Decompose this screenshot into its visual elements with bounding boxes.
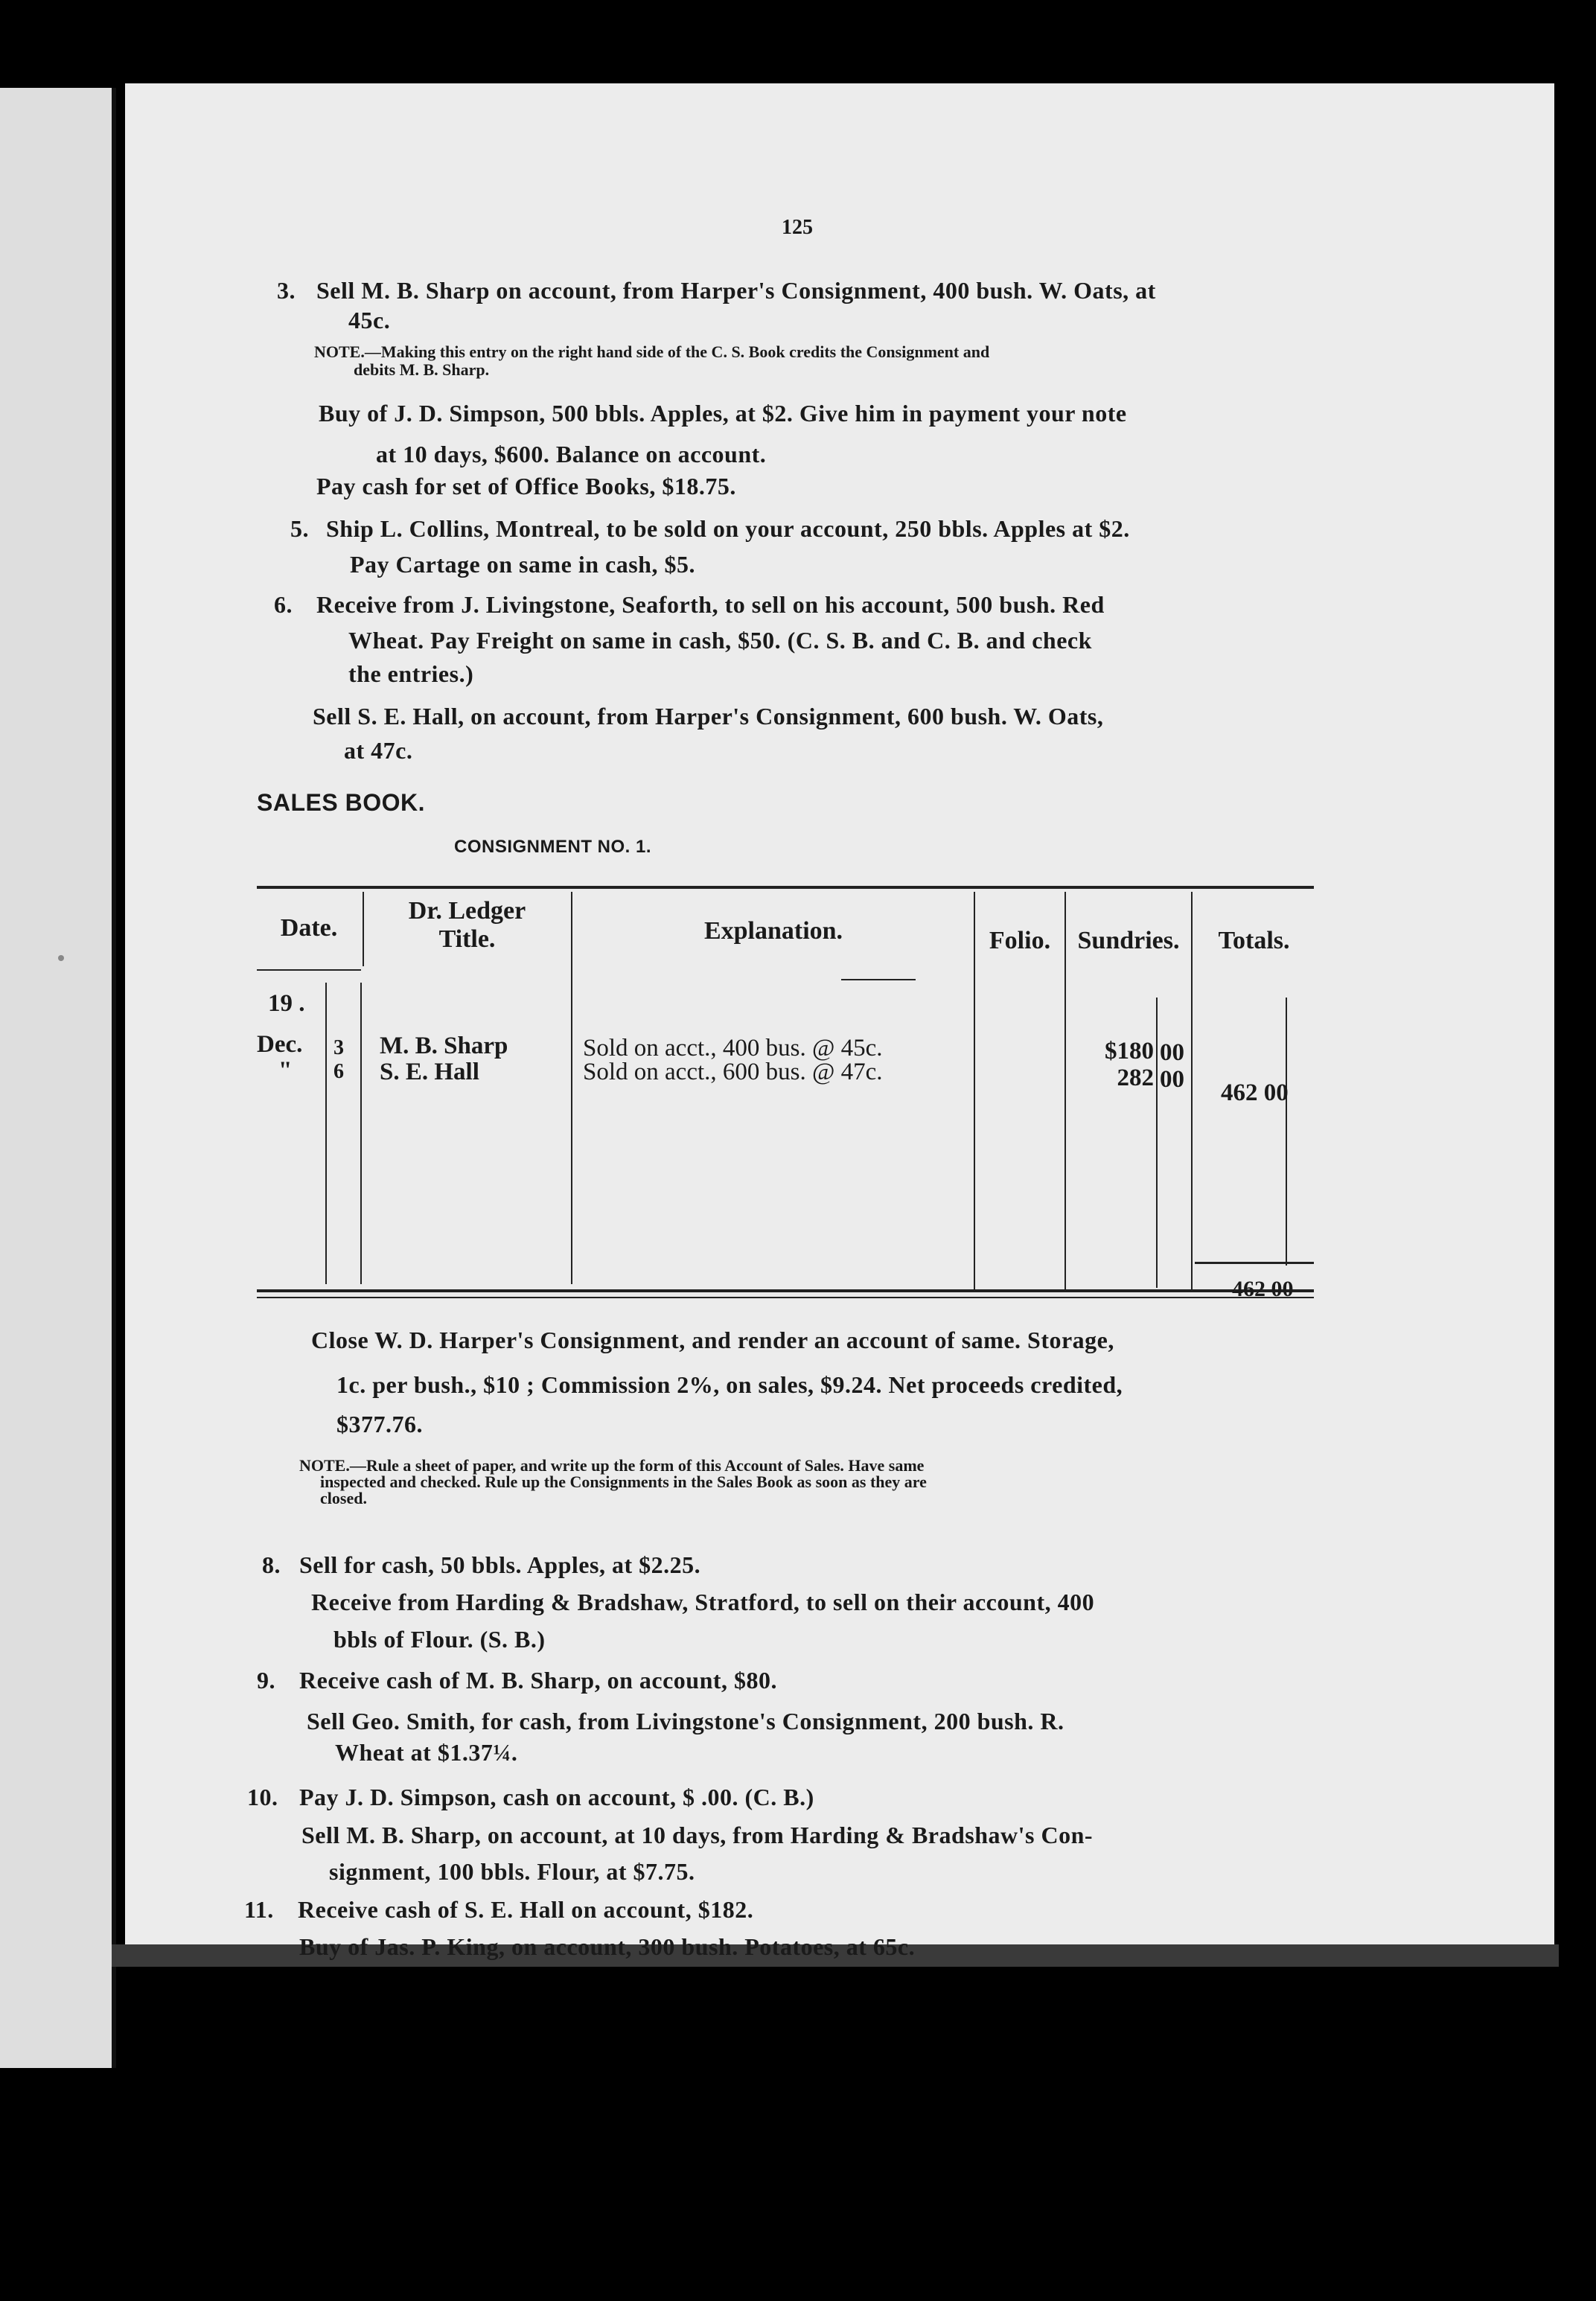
table-header-underline bbox=[841, 979, 916, 980]
note-line: NOTE.—Rule a sheet of paper, and write up the form of this Account of Sales. Have same bbox=[299, 1456, 925, 1475]
sales-book-title: SALES BOOK. bbox=[257, 789, 425, 816]
explanation-cell: Sold on acct., 400 bus. @ 45c. bbox=[583, 1035, 883, 1062]
column-divider bbox=[571, 892, 572, 1284]
sales-book-subtitle: CONSIGNMENT NO. 1. bbox=[454, 837, 652, 857]
header-folio: Folio. bbox=[989, 927, 1051, 954]
entry-number: 6. bbox=[274, 591, 293, 618]
header-ledger-1: Dr. Ledger bbox=[408, 897, 526, 925]
note-line: debits M. B. Sharp. bbox=[354, 360, 490, 379]
entry-line: Ship L. Collins, Montreal, to be sold on your account, 250 bbls. Apples at $2. bbox=[326, 515, 1130, 542]
column-divider bbox=[1286, 998, 1287, 1266]
header-date: Date. bbox=[280, 914, 338, 942]
header-ledger-2: Title. bbox=[438, 925, 496, 953]
header-sundries: Sundries. bbox=[1077, 927, 1180, 954]
sundries-cents-cell: 00 bbox=[1160, 1039, 1184, 1066]
entry-line: Sell S. E. Hall, on account, from Harper's Consignment, 600 bush. W. Oats, bbox=[313, 703, 1104, 730]
entry-line: the entries.) bbox=[348, 660, 474, 687]
sundries-dollars-cell: $180 bbox=[1105, 1038, 1154, 1065]
entry-number: 9. bbox=[257, 1667, 275, 1694]
table-header-underline bbox=[257, 969, 361, 971]
entry-line: Sell M. B. Sharp, on account, at 10 days, from Harding & Bradshaw's Con- bbox=[301, 1822, 1094, 1848]
header-totals: Totals. bbox=[1218, 927, 1290, 954]
note-line: inspected and checked. Rule up the Consignments in the Sales Book as soon as they are bbox=[320, 1472, 927, 1491]
entry-line: 45c. bbox=[348, 307, 391, 333]
entry-number: 11. bbox=[244, 1896, 274, 1923]
entry-line: Receive from J. Livingstone, Seaforth, to sell on his account, 500 bush. Red bbox=[316, 591, 1105, 618]
entry-number: 3. bbox=[277, 277, 296, 304]
footer-total-cell: 462 00 bbox=[1232, 1277, 1294, 1301]
month-cell: " bbox=[278, 1057, 293, 1084]
close-line: Close W. D. Harper's Consignment, and render an account of same. Storage, bbox=[311, 1327, 1114, 1353]
day-cell: 6 bbox=[333, 1060, 344, 1083]
explanation-cell: Sold on acct., 600 bus. @ 47c. bbox=[583, 1059, 883, 1085]
column-divider bbox=[1156, 998, 1158, 1288]
left-page-edge bbox=[0, 88, 113, 2068]
entry-line: signment, 100 bbls. Flour, at $7.75. bbox=[329, 1858, 695, 1885]
entry-line: Pay cash for set of Office Books, $18.75. bbox=[316, 473, 736, 500]
close-line: $377.76. bbox=[336, 1411, 423, 1437]
year-cell: 19 . bbox=[268, 990, 305, 1017]
column-divider bbox=[325, 983, 327, 1284]
entry-line: Wheat. Pay Freight on same in cash, $50. (C. S. B. and C. B. and check bbox=[348, 627, 1092, 654]
column-divider bbox=[360, 983, 362, 1284]
entry-line: Wheat at $1.37¼. bbox=[335, 1739, 518, 1766]
entry-line: Receive cash of S. E. Hall on account, $182. bbox=[298, 1896, 754, 1923]
table-bottom-rule-thin bbox=[257, 1297, 1314, 1298]
entry-line: Sell Geo. Smith, for cash, from Livingstone's Consignment, 200 bush. R. bbox=[307, 1708, 1064, 1734]
month-cell: Dec. bbox=[257, 1031, 303, 1058]
ledger-title-cell: M. B. Sharp bbox=[380, 1033, 508, 1059]
entry-line: at 10 days, $600. Balance on account. bbox=[376, 441, 767, 467]
ledger-title-cell: S. E. Hall bbox=[380, 1059, 479, 1085]
total-rule bbox=[1195, 1262, 1314, 1264]
entry-line: Buy of Jas. P. King, on account, 300 bush. Potatoes, at 65c. bbox=[299, 1933, 916, 1960]
page-gutter bbox=[112, 88, 116, 2068]
entry-line: Sell for cash, 50 bbls. Apples, at $2.25. bbox=[299, 1551, 701, 1578]
entry-line: Buy of J. D. Simpson, 500 bbls. Apples, at $2. Give him in payment your note bbox=[319, 400, 1127, 427]
day-cell: 3 bbox=[333, 1036, 344, 1059]
column-divider bbox=[363, 892, 364, 966]
page-number: 125 bbox=[782, 216, 813, 239]
entry-line: Sell M. B. Sharp on account, from Harper's Consignment, 400 bush. W. Oats, at bbox=[316, 277, 1156, 304]
speck-mark bbox=[58, 955, 64, 961]
entry-number: 10. bbox=[247, 1784, 278, 1810]
header-explanation: Explanation. bbox=[703, 917, 843, 945]
table-top-rule bbox=[257, 886, 1314, 889]
close-line: 1c. per bush., $10 ; Commission 2%, on sales, $9.24. Net proceeds credited, bbox=[336, 1371, 1123, 1398]
entry-number: 8. bbox=[262, 1551, 281, 1578]
entry-line: bbls of Flour. (S. B.) bbox=[333, 1626, 546, 1653]
entry-line: Receive from Harding & Bradshaw, Stratford, to sell on their account, 400 bbox=[311, 1589, 1095, 1615]
entry-line: Pay Cartage on same in cash, $5. bbox=[350, 551, 695, 578]
note-line: closed. bbox=[320, 1489, 367, 1507]
entry-number: 5. bbox=[290, 515, 309, 542]
entry-line: at 47c. bbox=[344, 737, 413, 764]
sundries-dollars-cell: 282 bbox=[1117, 1065, 1154, 1091]
total-cell: 462 00 bbox=[1221, 1079, 1289, 1106]
entry-line: Pay J. D. Simpson, cash on account, $ .00. (C. B.) bbox=[299, 1784, 814, 1810]
table-bottom-rule bbox=[257, 1289, 1314, 1292]
note-line: NOTE.—Making this entry on the right hand side of the C. S. Book credits the Consignment and bbox=[314, 342, 990, 361]
sundries-cents-cell: 00 bbox=[1160, 1066, 1184, 1093]
entry-line: Receive cash of M. B. Sharp, on account, $80. bbox=[299, 1667, 778, 1694]
